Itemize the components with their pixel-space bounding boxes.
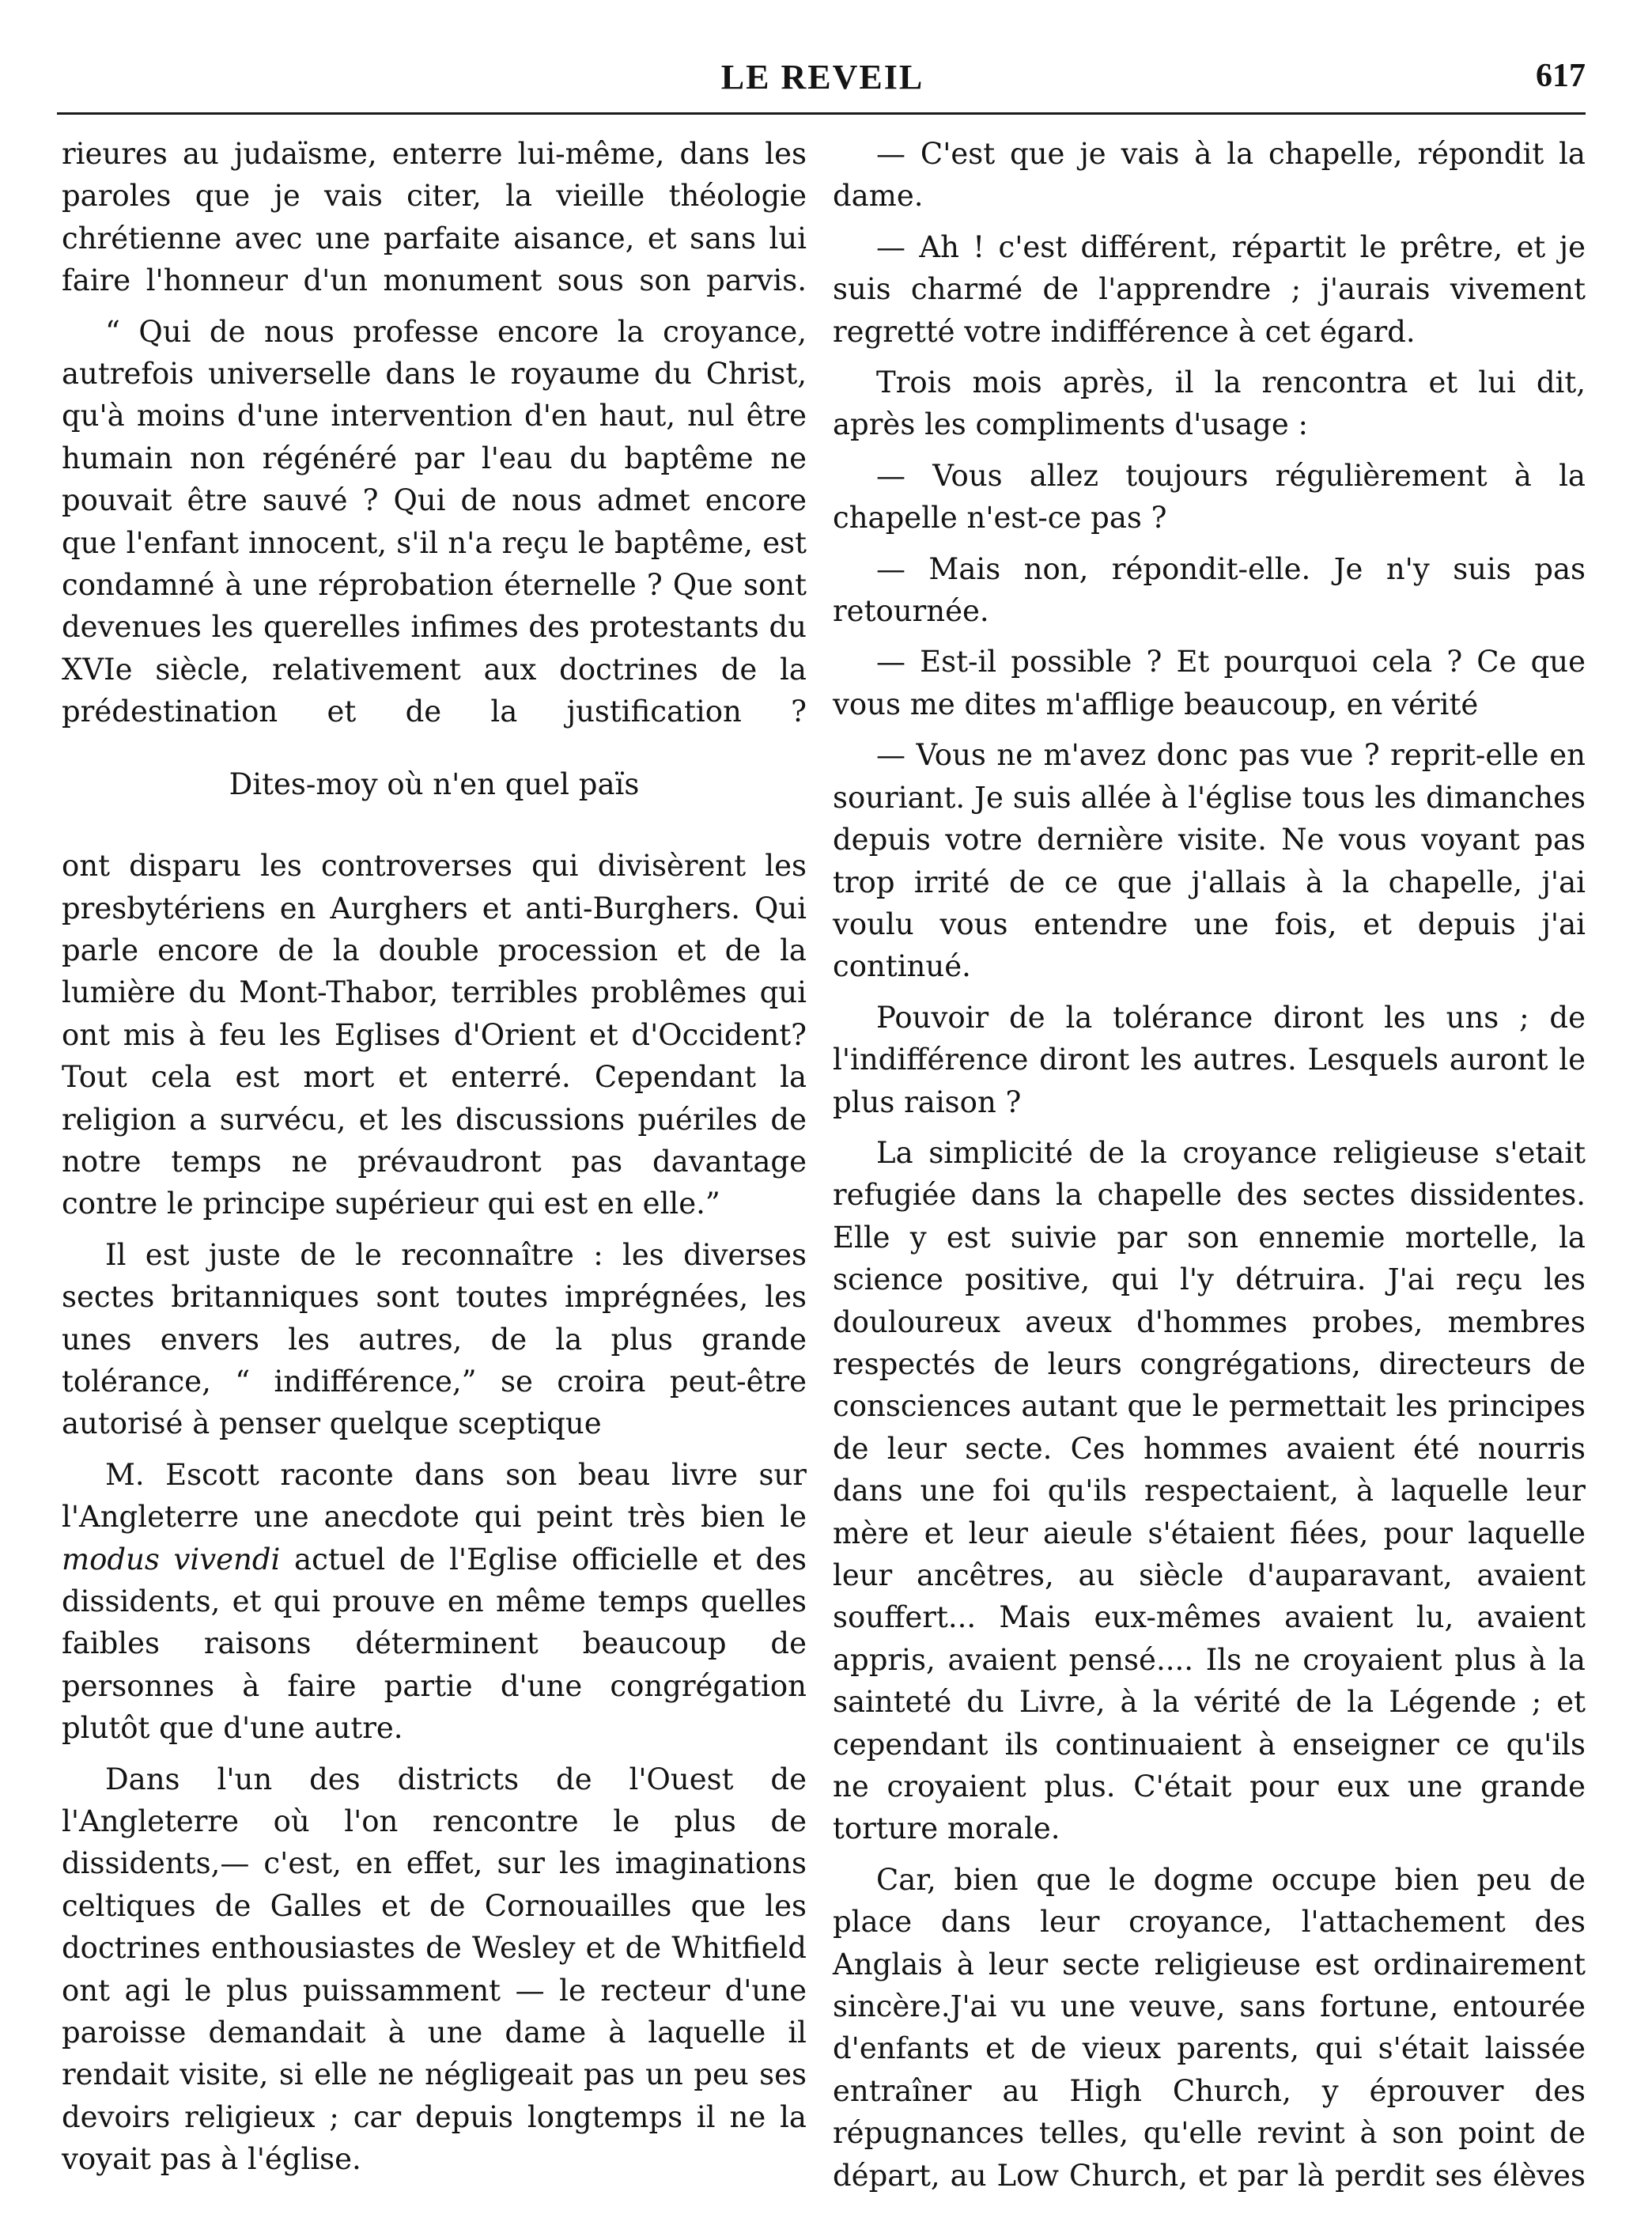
- left-column: [62, 133, 807, 2190]
- right-column: [833, 133, 1586, 2205]
- paragraph: — Est-il possible ? Et pourquoi cela ? Ce que vous me dites m'afflige beaucoup, en vérité: [833, 645, 1586, 721]
- italic-phrase: modus vivendi: [62, 1542, 281, 1576]
- paragraph: — Ah ! c'est différent, répartit le prêtre, et je suis charmé de l'apprendre ; j'aurais vivement regretté votre indifférence à cet égard.: [833, 229, 1586, 349]
- paragraph: Trois mois après, il la rencontra et lui dit, après les compliments d'usage :: [833, 365, 1586, 442]
- paragraph: ont disparu les controverses qui divisèrent les presbytériens en Aurghers et anti-Burghers. Qui parle encore de la double procession et de la lumière du Mont-Thabor, terribles problêmes qui ont mis à feu les Eglises d'Orient et d'Occident? Tout cela est mort et enterré. Cependant la religion a survécu, et les discussions puériles de notre temps ne prévaudront pas davantage contre le principe supérieur qui est en elle.”: [62, 849, 807, 1221]
- paragraph: — C'est que je vais à la chapelle, répondit la dame.: [833, 137, 1586, 214]
- paragraph: rieures au judaïsme, enterre lui-même, dans les paroles que je vais citer, la vieille théologie chrétienne avec une parfaite aisance, et sans lui faire l'honneur d'un monument sous son parvis.: [62, 137, 807, 298]
- paragraph: Il est juste de le reconnaître : les diverses sectes britanniques sont toutes imprégnées, les unes envers les autres, de la plus grande tolérance, “ indifférence,” se croira peut-être autorisé à penser quelque sceptique: [62, 1237, 807, 1441]
- running-head: [59, 55, 1586, 111]
- page-number: 617: [1536, 58, 1586, 94]
- paragraph: [62, 1454, 807, 1750]
- paragraph: — Mais non, répondit-elle. Je n'y suis pas retournée.: [833, 551, 1586, 629]
- paragraph: Car, bien que le dogme occupe bien peu de place dans leur croyance, l'attachement des Anglais à leur secte religieuse est ordinairement sincère.J'ai vu une veuve, sans fortune, entourée d'enfants et de vieux parents, qui s'était laissée entraîner au High Church, y éprouver des répugnances telles, qu'elle revint à son point de départ, au Low Church, et par là perdit ses élèves: [833, 1862, 1586, 2193]
- paragraph: — Vous allez toujours régulièrement à la chapelle n'est-ce pas ?: [833, 458, 1586, 536]
- paragraph-text: M. Escott raconte dans son beau livre sur l'Angleterre une anecdote qui peint très bien le: [62, 1457, 807, 1535]
- epigraph: Dites-moy où n'en quel païs: [229, 766, 640, 801]
- paragraph: — Vous ne m'avez donc pas vue ? reprit-elle en souriant. Je suis allée à l'église tous les dimanches depuis votre dernière visite. Ne vous voyant pas trop irrité de ce que j'allais à la chapelle, j'ai voulu vous entendre une fois, et depuis j'ai continué.: [833, 738, 1586, 984]
- header-rule: [57, 112, 1586, 115]
- paragraph: Pouvoir de la tolérance diront les uns ; de l'indifférence diront les autres. Lesquels auront le plus raison ?: [833, 1000, 1586, 1119]
- paragraph-text: actuel de l'Eglise officielle et des dissidents, et qui prouve en même temps quelles faibles raisons déterminent beaucoup de personnes à faire partie d'une congrégation plutôt que d'une autre.: [62, 1542, 807, 1746]
- paragraph: La simplicité de la croyance religieuse s'etait refugiée dans la chapelle des sectes dissidentes. Elle y est suivie par son ennemie mortelle, la science positive, qui l'y détruira. J'ai reçu les douloureux aveux d'hommes probes, membres respectés de leurs congrégations, directeurs de consciences autant que le permettait les principes de leur secte. Ces hommes avaient été nourris dans une foi qu'ils respectaient, à laquelle leur mère et leur aieule s'étaient fiées, pour laquelle leur ancêtres, au siècle d'auparavant, avaient souffert... Mais eux-mêmes avaient lu, avaient appris, avaient pensé.... Ils ne croyaient plus à la sainteté du Livre, à la vérité de la Légende ; et cependant ils continuaient à enseigner ce qu'ils ne croyaient plus. C'était pour eux une grande torture morale.: [833, 1135, 1586, 1846]
- paragraph: “ Qui de nous professe encore la croyance, autrefois universelle dans le royaume du Christ, qu'à moins d'une intervention d'en haut, nul être humain non régénéré par l'eau du baptême ne pouvait être sauvé ? Qui de nous admet encore que l'enfant innocent, s'il n'a reçu le baptême, est condamné à une réprobation éternelle ? Que sont devenues les querelles infimes des protestants du XVIe siècle, relativement aux doctrines de la prédestination et de la justification ?: [62, 314, 807, 729]
- journal-title: LE REVEIL: [720, 58, 924, 97]
- paragraph: Dans l'un des districts de l'Ouest de l'Angleterre où l'on rencontre le plus de dissidents,— c'est, en effet, sur les imaginations celtiques de Galles et de Cornouailles que les doctrines enthousiastes de Wesley et de Whitfield ont agi le plus puissamment — le recteur d'une paroisse demandait à une dame à laquelle il rendait visite, si elle ne négligeait pas un peu ses devoirs religieux ; car depuis longtemps il ne la voyait pas à l'église.: [62, 1762, 807, 2177]
